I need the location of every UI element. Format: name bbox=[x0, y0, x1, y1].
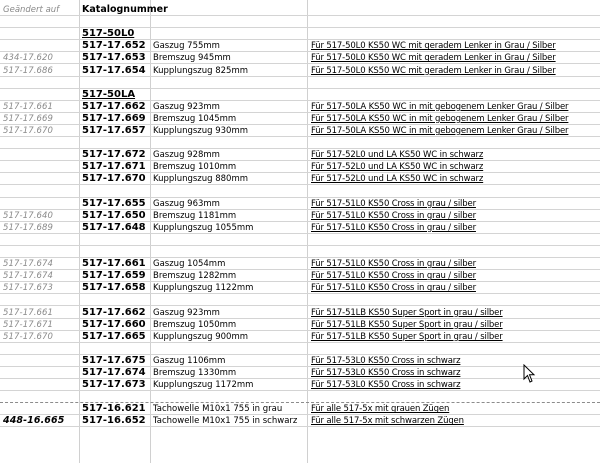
changed-to-cell[interactable]: 517-17.669 bbox=[3, 113, 54, 124]
table-row[interactable] bbox=[0, 307, 600, 319]
description-cell[interactable]: Kupplungszug 930mm bbox=[153, 126, 249, 136]
catalog-number-header[interactable]: Katalognummer bbox=[82, 4, 168, 15]
note-cell[interactable]: Für 517-51L0 KS50 Cross in grau / silber bbox=[311, 283, 476, 294]
description-cell[interactable]: Gaszug 923mm bbox=[153, 307, 220, 318]
header-row[interactable] bbox=[0, 4, 600, 16]
changed-to-cell[interactable]: 517-17.670 bbox=[3, 126, 54, 136]
note-cell[interactable]: Für 517-52L0 und LA KS50 WC in schwarz bbox=[311, 174, 484, 185]
table-row[interactable] bbox=[0, 101, 600, 113]
empty-row[interactable] bbox=[0, 234, 600, 246]
changed-to-cell[interactable]: 517-17.689 bbox=[3, 222, 54, 233]
changed-to-cell[interactable]: 517-17.674 bbox=[3, 259, 54, 270]
empty-row[interactable] bbox=[0, 343, 600, 355]
catalog-number-cell[interactable]: 517-17.672 bbox=[82, 149, 146, 161]
catalog-number-cell[interactable]: 517-17.661 bbox=[82, 258, 146, 270]
note-cell[interactable]: Für 517-51L0 KS50 Cross in grau / silber bbox=[311, 198, 476, 209]
empty-row[interactable] bbox=[0, 294, 600, 306]
note-cell[interactable]: Für 517-51L0 KS50 Cross in grau / silber bbox=[311, 210, 476, 221]
description-cell[interactable]: Gaszug 755mm bbox=[153, 41, 220, 52]
catalog-number-cell[interactable]: 517-16.652 bbox=[82, 415, 146, 427]
table-row[interactable] bbox=[0, 125, 600, 137]
note-cell[interactable]: Für 517-53L0 KS50 Cross in schwarz bbox=[311, 368, 461, 378]
description-cell[interactable]: Gaszug 923mm bbox=[153, 101, 220, 112]
changed-to-cell[interactable]: 517-17.670 bbox=[3, 331, 54, 342]
changed-to-cell[interactable]: 517-17.661 bbox=[3, 101, 54, 112]
catalog-number-cell[interactable]: 517-17.659 bbox=[82, 270, 146, 282]
table-row[interactable] bbox=[0, 65, 600, 77]
catalog-number-cell[interactable]: 517-17.674 bbox=[82, 367, 146, 378]
catalog-number-cell[interactable]: 517-17.654 bbox=[82, 64, 146, 76]
table-row[interactable] bbox=[0, 331, 600, 343]
note-cell[interactable]: Für 517-51LB KS50 Super Sport in grau / silber bbox=[311, 319, 503, 330]
note-cell[interactable]: Für 517-51LB KS50 Super Sport in grau / silber bbox=[311, 307, 503, 318]
table-row[interactable] bbox=[0, 319, 600, 331]
table-row[interactable] bbox=[0, 198, 600, 210]
description-cell[interactable]: Gaszug 963mm bbox=[153, 198, 220, 209]
table-row[interactable] bbox=[0, 222, 600, 234]
table-row[interactable] bbox=[0, 52, 600, 64]
table-row[interactable] bbox=[0, 282, 600, 294]
table-row[interactable] bbox=[0, 149, 600, 161]
description-cell[interactable]: Bremszug 945mm bbox=[153, 53, 231, 64]
description-cell[interactable]: Kupplungszug 1122mm bbox=[153, 283, 254, 294]
empty-row[interactable] bbox=[0, 391, 600, 403]
changed-to-cell[interactable]: 517-17.674 bbox=[3, 271, 54, 282]
table-row[interactable] bbox=[0, 403, 600, 415]
description-cell[interactable]: Gaszug 1106mm bbox=[153, 355, 226, 366]
note-cell[interactable]: Für 517-52L0 und LA KS50 WC in schwarz bbox=[311, 150, 484, 161]
catalog-number-cell[interactable]: 517-17.669 bbox=[82, 112, 146, 124]
note-cell[interactable]: Für 517-53L0 KS50 Cross in schwarz bbox=[311, 380, 461, 391]
description-cell[interactable]: Tachowelle M10x1 755 in grau bbox=[153, 404, 283, 415]
catalog-number-cell[interactable]: 517-17.650 bbox=[82, 209, 146, 221]
changed-to-cell[interactable]: 517-17.661 bbox=[3, 307, 54, 318]
catalog-number-cell[interactable]: 517-17.662 bbox=[82, 100, 146, 112]
table-row[interactable] bbox=[0, 113, 600, 125]
mouse-cursor-icon bbox=[523, 364, 537, 384]
note-cell[interactable]: Für 517-51L0 KS50 Cross in grau / silber bbox=[311, 259, 476, 270]
catalog-number-cell[interactable]: 517-17.653 bbox=[82, 52, 146, 64]
description-cell[interactable]: Kupplungszug 900mm bbox=[153, 331, 249, 342]
note-cell[interactable]: Für 517-50L0 KS50 WC mit geradem Lenker in Grau / Silber bbox=[311, 41, 556, 52]
changed-to-cell[interactable]: 517-17.671 bbox=[3, 319, 54, 330]
table-row[interactable] bbox=[0, 173, 600, 185]
table-row[interactable] bbox=[0, 258, 600, 270]
description-cell[interactable]: Kupplungszug 1172mm bbox=[153, 380, 254, 391]
note-cell[interactable]: Für 517-50LA KS50 WC in mit gebogenem Lenker Grau / Silber bbox=[311, 101, 569, 112]
catalog-number-cell[interactable]: 517-17.662 bbox=[82, 306, 146, 318]
table-row[interactable] bbox=[0, 379, 600, 391]
catalog-number-cell[interactable]: 517-17.652 bbox=[82, 40, 146, 52]
catalog-number-cell[interactable]: 517-17.665 bbox=[82, 330, 146, 342]
catalog-number-cell[interactable]: 517-17.671 bbox=[82, 161, 146, 173]
changed-to-cell[interactable]: 517-17.640 bbox=[3, 210, 54, 221]
note-cell[interactable]: Für 517-50LA KS50 WC in mit gebogenem Lenker Grau / Silber bbox=[311, 113, 569, 124]
description-cell[interactable]: Kupplungszug 825mm bbox=[153, 65, 249, 76]
catalog-number-cell[interactable]: 517-16.621 bbox=[82, 403, 146, 415]
catalog-number-cell[interactable]: 517-17.670 bbox=[82, 173, 146, 185]
description-cell[interactable]: Bremszug 1330mm bbox=[153, 368, 237, 378]
note-cell[interactable]: Für alle 517-5x mit grauen Zügen bbox=[311, 404, 450, 415]
table-row[interactable] bbox=[0, 210, 600, 222]
description-cell[interactable]: Tachowelle M10x1 755 in schwarz bbox=[153, 416, 298, 427]
empty-row[interactable] bbox=[0, 186, 600, 198]
empty-row[interactable] bbox=[0, 246, 600, 258]
note-cell[interactable]: Für alle 517-5x mit schwarzen Zügen bbox=[311, 416, 464, 427]
changed-to-cell[interactable]: 517-17.686 bbox=[3, 65, 54, 76]
empty-row[interactable] bbox=[0, 137, 600, 149]
note-cell[interactable]: Für 517-51LB KS50 Super Sport in grau / silber bbox=[311, 331, 503, 342]
catalog-number-cell[interactable]: 517-17.648 bbox=[82, 221, 146, 233]
group-row[interactable] bbox=[0, 89, 600, 101]
group-label[interactable]: 517-50L0 bbox=[82, 28, 135, 40]
description-cell[interactable]: Bremszug 1282mm bbox=[153, 271, 237, 282]
note-cell[interactable]: Für 517-51L0 KS50 Cross in grau / silber bbox=[311, 271, 476, 282]
catalog-number-cell[interactable]: 517-17.658 bbox=[82, 282, 146, 294]
description-cell[interactable]: Kupplungszug 1055mm bbox=[153, 222, 254, 233]
empty-row[interactable] bbox=[0, 77, 600, 89]
description-cell[interactable]: Bremszug 1181mm bbox=[153, 210, 237, 221]
changed-on-header[interactable]: Geändert auf bbox=[3, 5, 60, 15]
description-cell[interactable]: Bremszug 1010mm bbox=[153, 162, 237, 173]
table-row[interactable] bbox=[0, 415, 600, 427]
table-row[interactable] bbox=[0, 355, 600, 367]
catalog-number-cell[interactable]: 517-17.675 bbox=[82, 354, 146, 366]
group-label[interactable]: 517-50LA bbox=[82, 88, 136, 100]
note-cell[interactable]: Für 517-50LA KS50 WC in mit gebogenem Lenker Grau / Silber bbox=[311, 126, 569, 136]
note-cell[interactable]: Für 517-52L0 und LA KS50 WC in schwarz bbox=[311, 162, 484, 173]
empty-row[interactable] bbox=[0, 16, 600, 28]
description-cell[interactable]: Gaszug 928mm bbox=[153, 150, 220, 161]
table-row[interactable] bbox=[0, 270, 600, 282]
note-cell[interactable]: Für 517-53L0 KS50 Cross in schwarz bbox=[311, 355, 461, 366]
note-cell[interactable]: Für 517-50L0 KS50 WC mit geradem Lenker in Grau / Silber bbox=[311, 65, 556, 76]
changed-to-cell[interactable]: 517-17.673 bbox=[3, 283, 54, 294]
group-row[interactable] bbox=[0, 28, 600, 40]
description-cell[interactable]: Kupplungszug 880mm bbox=[153, 174, 249, 185]
catalog-number-cell[interactable]: 517-17.660 bbox=[82, 318, 146, 330]
description-cell[interactable]: Bremszug 1045mm bbox=[153, 113, 237, 124]
changed-to-cell[interactable]: 434-17.620 bbox=[3, 53, 54, 64]
catalog-number-cell[interactable]: 517-17.657 bbox=[82, 125, 146, 136]
note-cell[interactable]: Für 517-50L0 KS50 WC mit geradem Lenker in Grau / Silber bbox=[311, 53, 556, 64]
table-row[interactable] bbox=[0, 40, 600, 52]
note-cell[interactable]: Für 517-51L0 KS50 Cross in grau / silber bbox=[311, 222, 476, 233]
description-cell[interactable]: Gaszug 1054mm bbox=[153, 259, 226, 270]
description-cell[interactable]: Bremszug 1050mm bbox=[153, 319, 237, 330]
changed-to-cell[interactable]: 448-16.665 bbox=[3, 415, 65, 427]
catalog-number-cell[interactable]: 517-17.655 bbox=[82, 197, 146, 209]
table-row[interactable] bbox=[0, 161, 600, 173]
table-row[interactable] bbox=[0, 367, 600, 379]
catalog-number-cell[interactable]: 517-17.673 bbox=[82, 379, 146, 391]
